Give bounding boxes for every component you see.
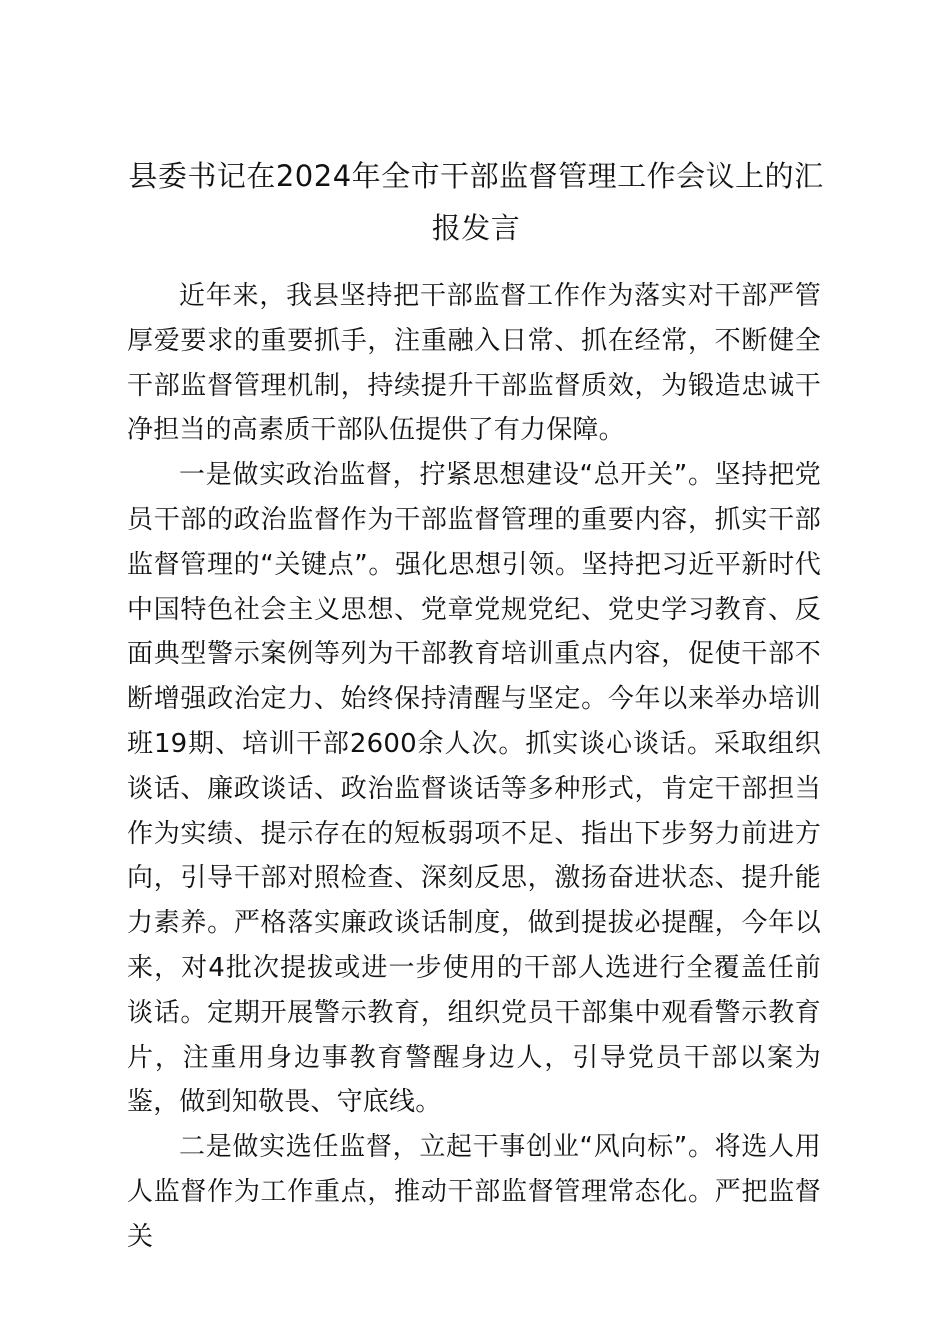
- paragraph-intro: 近年来，我县坚持把干部监督工作作为落实对干部严管厚爱要求的重要抓手，注重融入日常、抓在经常，不断健全干部监督管理机制，持续提升干部监督质效，为锻造忠诚干净担当的高素质干部队伍提供了有力保障。: [127, 281, 821, 446]
- paragraph-political-supervision: 一是做实政治监督，拧紧思想建设“总开关”。坚持把党员干部的政治监督作为干部监督管理的重要内容，抓实干部监督管理的“关键点”。强化思想引领。坚持把习近平新时代中国特色社会主义思想、党章党规党纪、党史学习教育、反面典型警示案例等列为干部教育培训重点内容，促使干部不断增强政治定力、始终保持清醒与坚定。今年以来举办培训班19期、培训干部2600余人次。抓实谈心谈话。采取组织谈话、廉政谈话、政治监督谈话等多种形式，肯定干部担当作为实绩、提示存在的短板弱项不足、指出下步努力前进方向，引导干部对照检查、深刻反思，激扬奋进状态、提升能力素养。严格落实廉政谈话制度，做到提拔必提醒，今年以来，对4批次提拔或进一步使用的干部人选进行全覆盖任前谈话。定期开展警示教育，组织党员干部集中观看警示教育片，注重用身边事教育警醒身边人，引导党员干部以案为鉴，做到知敬畏、守底线。: [127, 460, 821, 1118]
- document-title: 县委书记在2024年全市干部监督管理工作会议上的汇报发言: [128, 159, 824, 245]
- paragraph-selection-supervision: 二是做实选任监督，立起干事创业“风向标”。将选人用人监督作为工作重点，推动干部监督管理常态化。严把监督关: [127, 1132, 821, 1252]
- document-body: [127, 274, 821, 1260]
